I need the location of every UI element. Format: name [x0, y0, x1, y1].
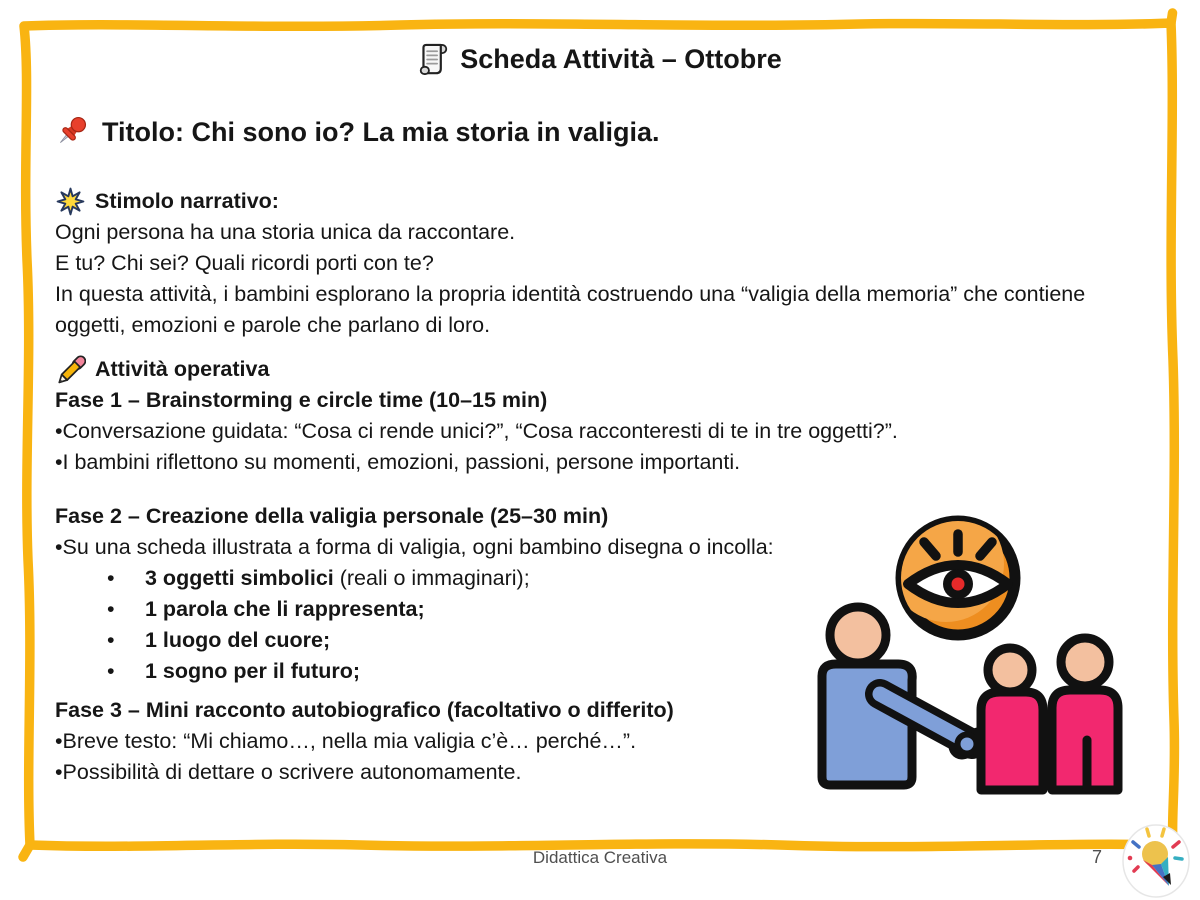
page-number: 7	[1092, 847, 1103, 867]
fase3-title: Fase 3 – Mini racconto autobiografico (facoltativo o differito)	[55, 698, 674, 722]
fase2-item-text	[145, 656, 360, 687]
bullet-marker: •	[107, 659, 115, 683]
stimolo-paragraph: In questa attività, i bambini esplorano la propria identità costruendo una “valigia della memoria” che contiene oggetti, emozioni e parole che parlano di loro.	[55, 282, 1086, 337]
bullet-marker: •	[107, 597, 115, 621]
scroll-icon	[418, 42, 449, 77]
fase3-bullet-2: •Possibilità di dettare o scrivere autonomamente.	[55, 760, 522, 784]
fase2-item-text	[145, 563, 530, 594]
fase2-item-text	[145, 625, 330, 656]
section-stimolo-narrativo	[55, 186, 1150, 341]
fase1-bullet-1: •Conversazione guidata: “Cosa ci rende unici?”, “Cosa racconteresti di te in tre oggetti?”.	[55, 419, 898, 443]
bullet-marker: •	[107, 566, 115, 590]
stimolo-heading-row	[55, 186, 1150, 217]
fase2-title: Fase 2 – Creazione della valigia personale (25–30 min)	[55, 504, 609, 528]
pushpin-icon	[52, 114, 89, 151]
page-header	[0, 42, 1200, 77]
page-title: Scheda Attività – Ottobre	[460, 44, 782, 74]
bullet-marker: •	[107, 628, 115, 652]
fase2-intro: •Su una scheda illustrata a forma di valigia, ogni bambino disegna o incolla:	[55, 535, 774, 559]
operativa-heading-row	[55, 354, 1150, 385]
star-burst-icon	[55, 186, 86, 217]
operativa-heading: Attività operativa	[95, 357, 270, 381]
stimolo-heading: Stimolo narrativo:	[95, 189, 279, 213]
fase2-item-bold: 1 sogno per il futuro;	[145, 659, 360, 683]
fase1-bullet-2: •I bambini riflettono su momenti, emozioni, passioni, persone importanti.	[55, 450, 741, 474]
didattica-creativa-logo	[1120, 822, 1192, 900]
fase2-item-text	[145, 594, 425, 625]
stimolo-line-2: E tu? Chi sei? Quali ricordi porti con te?	[55, 251, 434, 275]
fase1-title: Fase 1 – Brainstorming e circle time (10–15 min)	[55, 388, 548, 412]
activity-title-text: Titolo: Chi sono io? La mia storia in valigia.	[102, 117, 660, 147]
pencil-icon	[55, 354, 86, 385]
section-attivita-operativa	[55, 354, 1150, 478]
eye-and-handshake-illustration	[800, 498, 1130, 798]
fase2-item-rest: (reali o immaginari);	[333, 566, 530, 590]
stimolo-line-1: Ogni persona ha una storia unica da raccontare.	[55, 220, 516, 244]
fase3-bullet-1: •Breve testo: “Mi chiamo…, nella mia valigia c’è… perché…”.	[55, 729, 637, 753]
footer-brand: Didattica Creativa	[532, 848, 668, 867]
activity-title-line	[52, 114, 660, 151]
fase2-item-bold: 3 oggetti simbolici	[145, 566, 334, 590]
fase2-item-bold: 1 parola che li rappresenta;	[145, 597, 425, 621]
fase2-item-bold: 1 luogo del cuore;	[145, 628, 331, 652]
